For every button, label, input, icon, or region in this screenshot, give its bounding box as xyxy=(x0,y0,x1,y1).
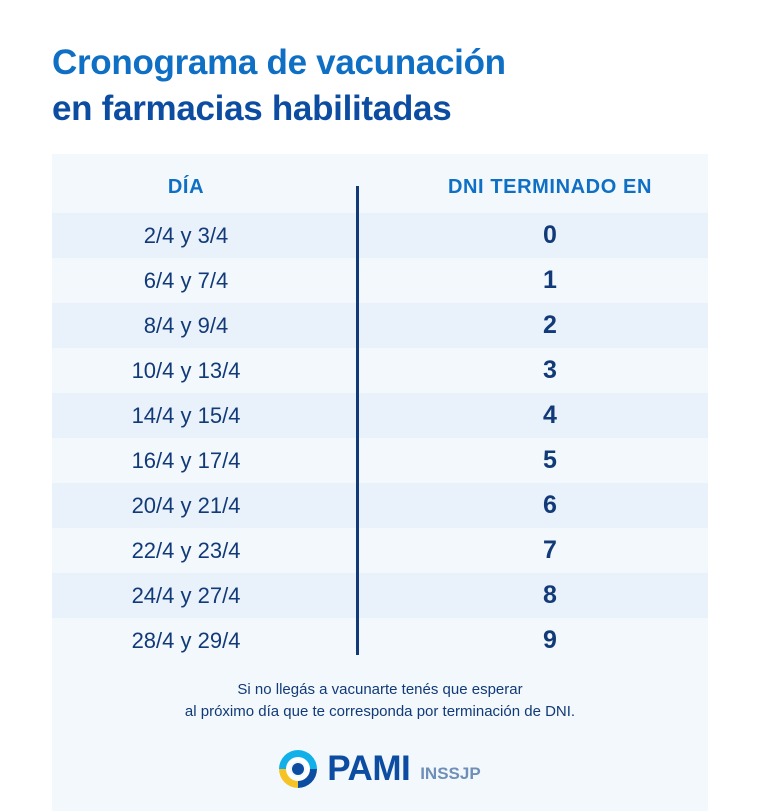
cell-day: 24/4 y 27/4 xyxy=(131,582,241,608)
header-dni: DNI TERMINADO EN xyxy=(447,176,653,199)
header-day: DÍA xyxy=(167,176,205,199)
footnote xyxy=(104,679,656,723)
cell-day: 8/4 y 9/4 xyxy=(143,312,229,338)
cell-dni: 3 xyxy=(543,356,557,385)
table-row xyxy=(52,483,708,528)
table-header xyxy=(52,170,708,213)
table-row xyxy=(52,528,708,573)
cell-dni: 2 xyxy=(543,311,557,340)
title-line-1: Cronograma de vacunación xyxy=(52,43,506,82)
cell-day: 6/4 y 7/4 xyxy=(143,267,229,293)
cell-dni: 7 xyxy=(543,536,557,565)
table-row xyxy=(52,303,708,348)
table-row xyxy=(52,393,708,438)
table-header-row xyxy=(52,170,708,213)
table-body xyxy=(52,213,708,663)
table-row xyxy=(52,348,708,393)
footnote-line-1: Si no llegás a vacunarte tenés que esperar xyxy=(237,681,523,699)
schedule-table-wrap xyxy=(52,170,708,663)
brand-name: PAMI xyxy=(327,748,411,788)
table-row xyxy=(52,213,708,258)
column-divider xyxy=(356,186,359,655)
brand-lockup xyxy=(52,749,708,789)
pami-circle-logo-icon xyxy=(279,750,317,788)
cell-day: 14/4 y 15/4 xyxy=(131,402,241,428)
page-title xyxy=(0,0,760,132)
cell-dni: 0 xyxy=(543,221,557,250)
cell-day: 16/4 y 17/4 xyxy=(131,447,241,473)
footnote-line-2: al próximo día que te corresponda por terminación de DNI. xyxy=(184,703,576,721)
schedule-card xyxy=(52,154,708,811)
schedule-table xyxy=(52,170,708,663)
cell-day: 10/4 y 13/4 xyxy=(131,357,241,383)
cell-day: 28/4 y 29/4 xyxy=(131,627,241,653)
cell-dni: 8 xyxy=(543,581,557,610)
cell-dni: 9 xyxy=(543,626,557,655)
cell-dni: 1 xyxy=(543,266,557,295)
table-row xyxy=(52,618,708,663)
logo-center-dot-icon xyxy=(292,763,304,775)
table-row xyxy=(52,438,708,483)
cell-day: 2/4 y 3/4 xyxy=(143,222,229,248)
cell-day: 20/4 y 21/4 xyxy=(131,492,241,518)
table-row xyxy=(52,258,708,303)
table-row xyxy=(52,573,708,618)
cell-dni: 4 xyxy=(543,401,557,430)
brand-subtitle: INSSJP xyxy=(420,763,481,783)
cell-dni: 6 xyxy=(543,491,557,520)
title-line-2: en farmacias habilitadas xyxy=(52,89,452,129)
cell-day: 22/4 y 23/4 xyxy=(131,537,241,563)
cell-dni: 5 xyxy=(543,446,557,475)
